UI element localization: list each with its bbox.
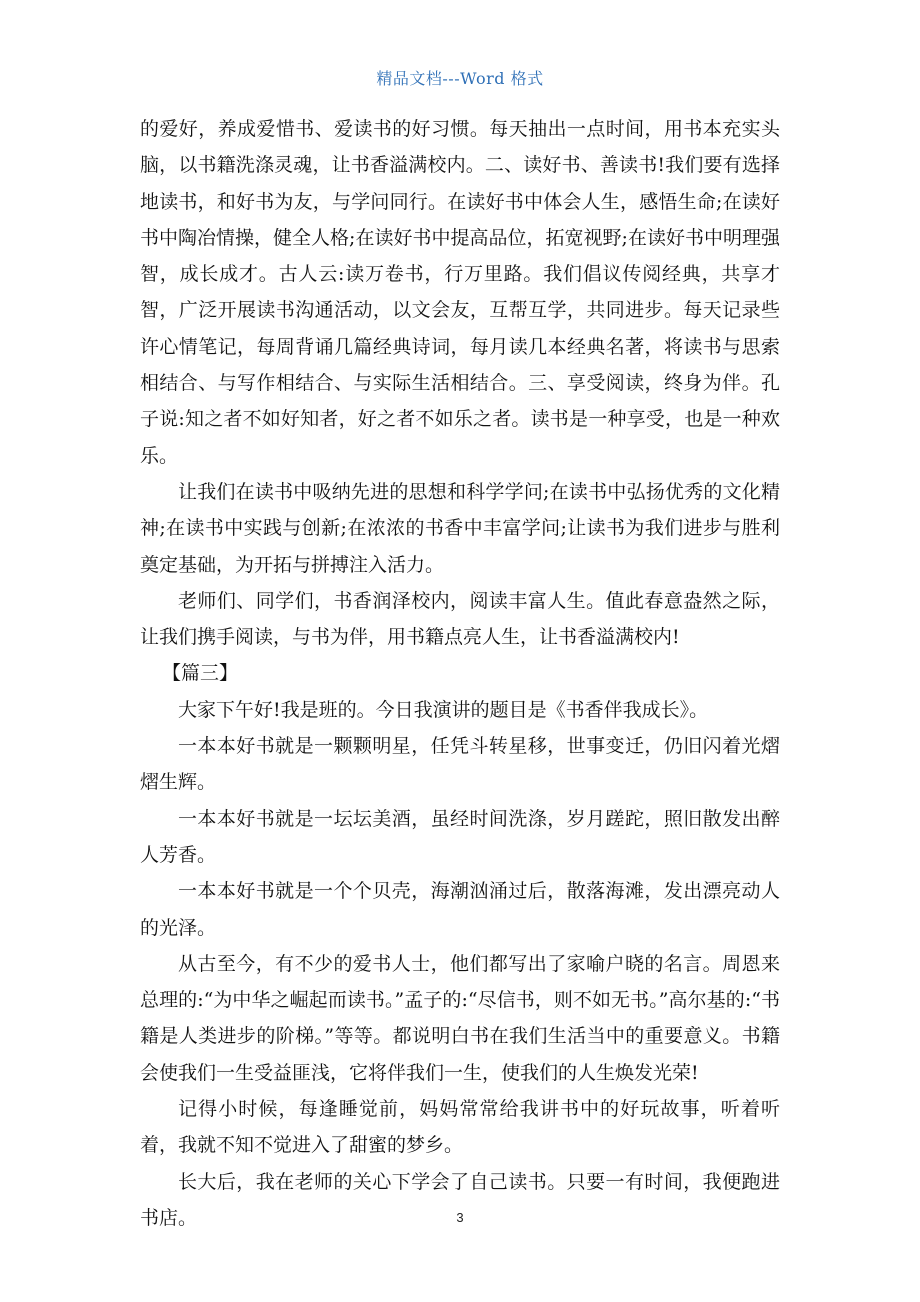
paragraph: 老师们、同学们，书香润泽校内，阅读丰富人生。值此春意盎然之际，让我们携手阅读，与书为伴，用书籍点亮人生，让书香溢满校内! xyxy=(140,589,780,649)
paragraph: 让我们在读书中吸纳先进的思想和科学学问;在读书中弘扬优秀的文化精神;在读书中实践与创新;在浓浓的书香中丰富学问;让读书为我们进步与胜利奠定基础，为开拓与拼搏注入活力。 xyxy=(140,480,780,576)
paragraph: 一本本好书就是一颗颗明星，任凭斗转星移，世事变迁，仍旧闪着光熠熠生辉。 xyxy=(140,735,780,794)
paragraph: 记得小时候，每逢睡觉前，妈妈常常给我讲书中的好玩故事，听着听着，我就不知不觉进入了甜蜜的梦乡。 xyxy=(140,1098,780,1157)
paragraph-continued: 的爱好，养成爱惜书、爱读书的好习惯。每天抽出一点时间，用书本充实头脑，以书籍洗涤灵魂，让书香溢满校内。二、读好书、善读书!我们要有选择地读书，和好书为友，与学问同行。在读好书中体会人生，感悟生命;在读好书中陶冶情操，健全人格;在读好书中提高品位，拓宽视野;在读好书中明理强智，成长成才。古人云:读万卷书，行万里路。我们倡议传阅经典，共享才智，广泛开展读书沟通活动，以文会友，互帮互学，共同进步。每天记录些许心情笔记，每周背诵几篇经典诗词，每月读几本经典名著，将读书与思索相结合、与写作相结合、与实际生活相结合。三、享受阅读，终身为伴。孔子说:知之者不如好知者，好之者不如乐之者。读书是一种享受，也是一种欢乐。 xyxy=(140,118,780,467)
paragraph: 一本本好书就是一个个贝壳，海潮汹涌过后，散落海滩，发出漂亮动人的光泽。 xyxy=(140,880,780,939)
paragraph: 长大后，我在老师的关心下学会了自己读书。只要一有时间，我便跑进书店。 xyxy=(140,1170,780,1229)
page-header: 精品文档---Word 格式 xyxy=(376,69,544,88)
document-body xyxy=(140,111,780,1236)
paragraph: 从古至今，有不少的爱书人士，他们都写出了家喻户晓的名言。周恩来总理的:“为中华之崛起而读书。”孟子的:“尽信书，则不如无书。”高尔基的:“书籍是人类进步的阶梯。”等等。都说明白书在我们生活当中的重要意义。书籍会使我们一生受益匪浅，它将伴我们一生，使我们的人生焕发光荣! xyxy=(140,952,780,1084)
paragraph: 一本本好书就是一坛坛美酒，虽经时间洗涤，岁月蹉跎，照旧散发出醉人芳香。 xyxy=(140,807,780,866)
section-heading: 【篇三】 xyxy=(162,662,239,685)
page-number: 3 xyxy=(456,1210,464,1225)
paragraph: 大家下午好!我是班的。今日我演讲的题目是《书香伴我成长》。 xyxy=(178,698,709,721)
